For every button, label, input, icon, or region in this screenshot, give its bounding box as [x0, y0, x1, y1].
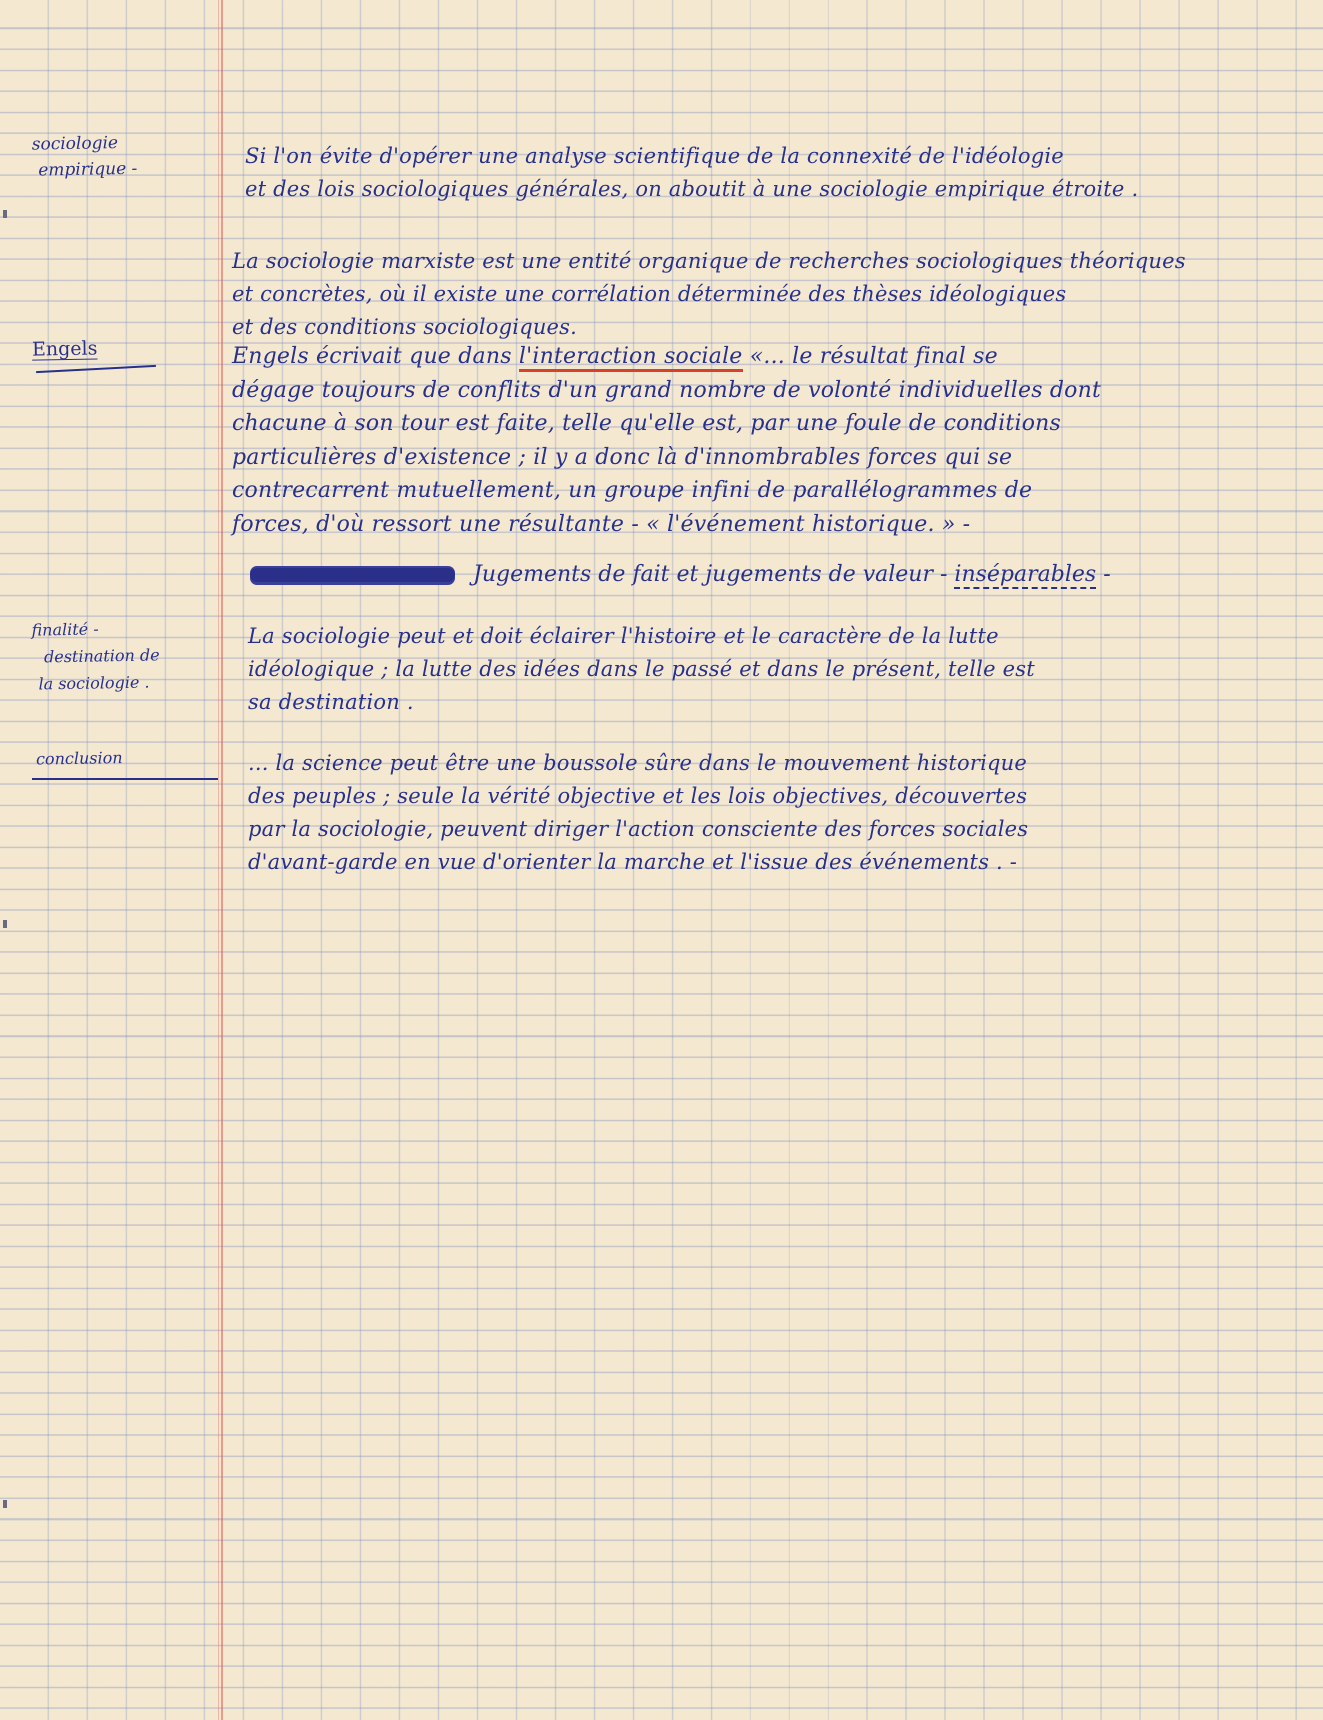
margin-underline: [36, 365, 156, 373]
margin-note-engels: [32, 333, 218, 362]
text-line: idéologique ; la lutte des idées dans le passé et dans le présent, telle est: [248, 657, 1035, 681]
margin-underline: [32, 778, 218, 780]
text-line: chacune à son tour est faite, telle qu'elle est, par une foule de conditions: [232, 411, 1062, 436]
paragraph-empirical-sociology: [245, 140, 1305, 206]
text-line: ... la science peut être une boussole sûre dans le mouvement historique: [248, 751, 1027, 775]
margin-note-line: finalité -: [31, 619, 99, 640]
margin-note-sociologie-empirique: [32, 128, 219, 183]
margin-note-finalite: [31, 613, 218, 697]
text-fragment: Jugements de fait et jugements de valeur -: [473, 562, 955, 587]
text-line: Si l'on évite d'opérer une analyse scientifique de la connexité de l'idéologie: [245, 144, 1064, 168]
margin-note-conclusion: [32, 743, 218, 772]
text-fragment: «... le résultat final se: [742, 344, 998, 369]
red-underlined-phrase: l'interaction sociale: [519, 344, 743, 372]
text-line: forces, d'où ressort une résultante - « l'événement historique. » -: [232, 511, 971, 537]
text-line: particulières d'existence ; il y a donc là d'innombrables forces qui se: [232, 444, 1013, 470]
text-line: et des lois sociologiques générales, on aboutit à une sociologie empirique étroite .: [245, 177, 1139, 201]
margin-rule-inner: [218, 0, 219, 1720]
paragraph-conclusion: [248, 747, 1308, 879]
text-fragment: -: [1096, 562, 1111, 587]
paragraph-marxist-sociology: [232, 245, 1292, 344]
underlined-word: inséparables: [954, 562, 1097, 587]
crossed-out-scribble: [250, 568, 455, 582]
text-line: d'avant-garde en vue d'orienter la marche et l'issue des événements . -: [248, 850, 1018, 874]
text-line: sa destination .: [248, 690, 414, 714]
paragraph-engels-quote: [232, 340, 1292, 541]
text-fragment: Engels écrivait que dans: [232, 344, 519, 369]
text-line: des peuples ; seule la vérité objective et les lois objectives, découvertes: [248, 784, 1028, 808]
text-line: et des conditions sociologiques.: [232, 315, 578, 339]
heading-judgements: [250, 558, 1310, 591]
margin-note-line: Engels: [31, 337, 98, 361]
margin-note-line: empirique -: [38, 158, 138, 181]
binding-mark: [3, 920, 7, 928]
binding-mark: [3, 210, 7, 218]
margin-note-line: la sociologie .: [38, 672, 150, 694]
margin-rule: [221, 0, 223, 1720]
margin-note-line: conclusion: [35, 748, 123, 769]
text-line: contrecarrent mutuellement, un groupe infini de parallélogrammes de: [232, 478, 1033, 503]
margin-note-line: destination de: [43, 645, 160, 667]
text-line: La sociologie marxiste est une entité organique de recherches sociologiques théoriques: [232, 249, 1186, 273]
text-line: [232, 340, 1292, 374]
text-line: et concrètes, où il existe une corrélation déterminée des thèses idéologiques: [232, 282, 1067, 306]
paragraph-destination: [248, 620, 1288, 719]
text-line: par la sociologie, peuvent diriger l'action consciente des forces sociales: [248, 817, 1029, 841]
text-line: La sociologie peut et doit éclairer l'histoire et le caractère de la lutte: [248, 624, 999, 648]
binding-mark: [3, 1500, 7, 1508]
text-line: dégage toujours de conflits d'un grand nombre de volonté individuelles dont: [232, 377, 1102, 403]
margin-note-line: sociologie: [31, 133, 119, 155]
